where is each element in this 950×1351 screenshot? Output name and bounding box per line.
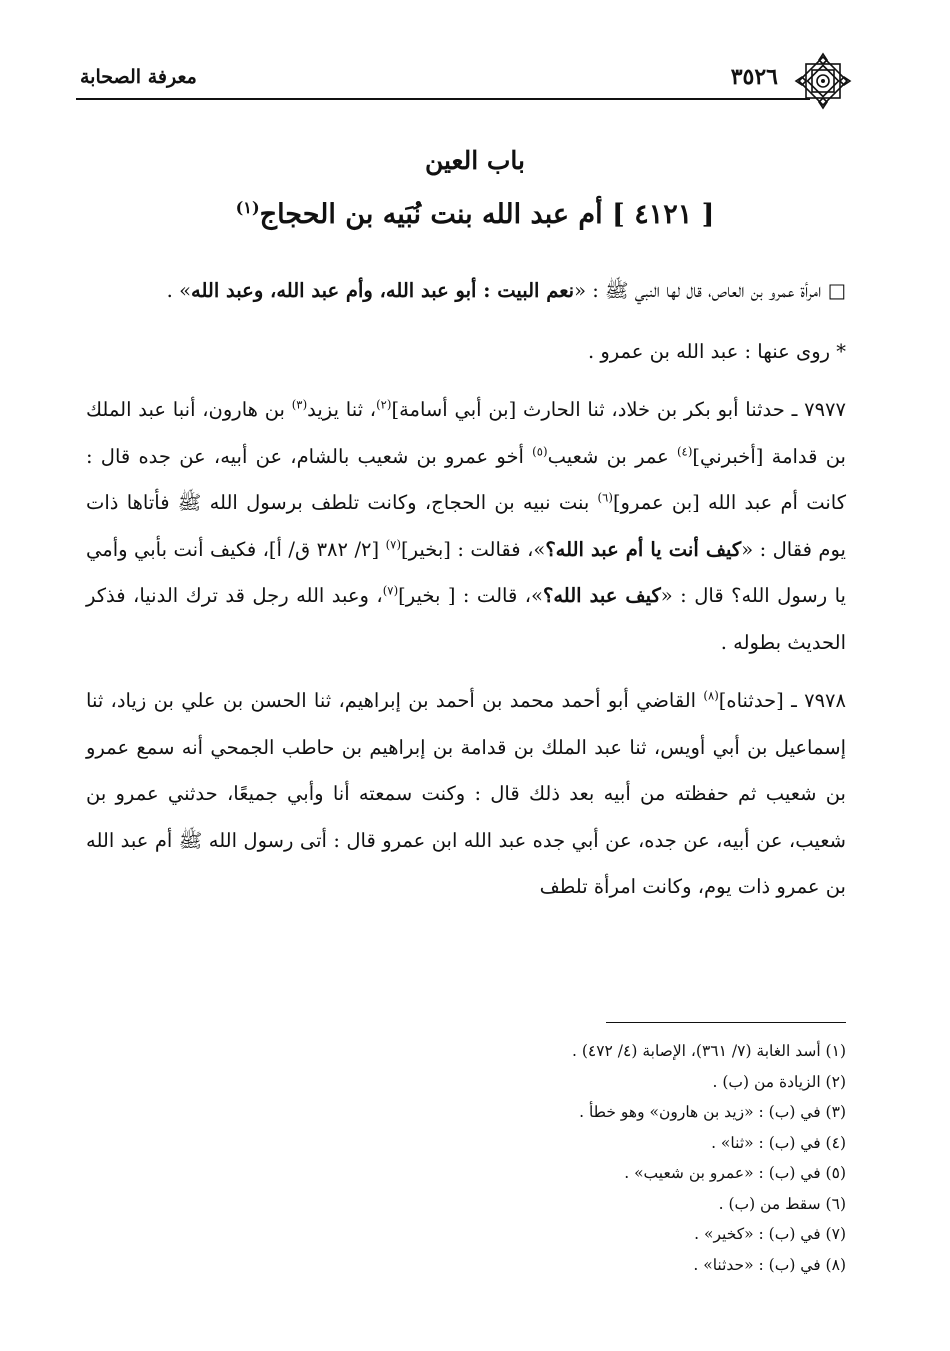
entry-title-text: [ ٤١٢١ ] أم عبد الله بنت نُبَيه بن الحجاج [259, 199, 715, 230]
footnote-ref: (٢) [376, 397, 392, 412]
footnote-item: (٦) سقط من (ب) . [718, 1194, 846, 1213]
prophet-quote: كيف عبد الله؟ [542, 584, 661, 607]
hadith-text: ، ثنا يزيد [307, 398, 377, 421]
octagram-ornament-icon [794, 52, 852, 110]
page-body [86, 268, 846, 923]
hadith-text: القاضي أبو أحمد محمد بن أحمد بن إبراهيم، ثنا الحسن بن علي بن زياد، ثنا إسماعيل بن أبي أويس، ثنا عبد الملك بن قدامة بن إبراهيم بن حاطب الجمحي أنه سمع عمرو بن شعيب ثم حفظته من أبيه بعد ذلك قال : وكنت سمعته أنا وأبي جميعًا، حدثني عمرو بن شعيب، عن أبيه، عن جده، عن أبي جده عبد الله ابن عمرو قال : أتى رسول الله ﷺ أم عبد الله بن عمرو ذات يوم، وكانت امرأة تلطف [86, 689, 846, 898]
hadith-text: ٧٩٧٨ ـ [حدثناه] [718, 689, 846, 712]
footnote-divider [606, 1022, 846, 1023]
footnote-ref: (٨) [703, 688, 719, 703]
hadith-text: »، قالت : [ بخير] [398, 584, 543, 607]
footnote-ref: (٤) [676, 444, 693, 458]
footnote-ref: (٣) [291, 397, 308, 412]
footnotes-list [246, 1036, 846, 1280]
page-number: ٣٥٢٦ [730, 64, 778, 90]
hadith-text: »، فقالت : [بخير] [401, 537, 546, 561]
hadith-text: عمر بن شعيب [547, 444, 677, 468]
hadith-text: بنت نبيه بن الحجاج، وكانت تلطف برسول الله ﷺ فأتاها ذات يوم فقال : « [86, 491, 846, 561]
running-title: معرفة الصحابة [80, 66, 197, 88]
hadith-text: بن هارون، أنبا عبد الملك بن قدامة [أخبرني] [86, 398, 846, 468]
footnote-item: (٨) في (ب) : «حدثنا» . [693, 1255, 846, 1274]
hadith-text: أخو عمرو بن شعيب بالشام، عن أبيه، عن جده قال : كانت أم عبد الله [بن عمرو] [86, 444, 847, 514]
intro-paragraph [86, 268, 846, 315]
footnote-item: (٣) في (ب) : «زيد بن هارون» وهو خطأ . [579, 1103, 846, 1121]
entry-title [0, 199, 950, 230]
footnote-ref: (١) [235, 198, 260, 217]
chapter-title: باب العين [424, 146, 525, 175]
prophet-quote: نعم البيت : أبو عبد الله، وأم عبد الله، وعبد الله [191, 279, 575, 302]
prophet-quote: كيف أنت يا أم عبد الله؟ [545, 537, 742, 561]
page-header [80, 58, 850, 100]
hadith-7977 [86, 387, 846, 666]
header-divider [76, 98, 810, 100]
footnote-ref: (٧) [382, 583, 399, 598]
footnote-item: (١) أسد الغابة (٧/ ٣٦١)، الإصابة (٤/ ٤٧٢) . [571, 1042, 846, 1060]
footnote-ref: (٧) [385, 537, 402, 551]
footnote-item: (٤) في (ب) : «ثنا» . [711, 1133, 846, 1152]
footnote-item: (٥) في (ب) : «عمرو بن شعيب» . [624, 1164, 846, 1182]
hadith-7978 [86, 678, 846, 911]
hadith-text: ٧٩٧٧ ـ حدثنا أبو بكر بن خلاد، ثنا الحارث [بن أبي أسامة] [391, 398, 846, 421]
footnote-item: (٧) في (ب) : «كخير» . [694, 1225, 846, 1243]
hadith-text: [٢/ ٣٨٢ ق/ أ]، فكيف أنت بأبي وأمي يا رسول الله؟ قال : « [86, 537, 846, 607]
intro-text: امرأة عمرو بن العاص، قال لها النبي ﷺ : « [574, 279, 822, 302]
footnote-item: (٢) الزيادة من (ب) . [712, 1072, 846, 1091]
footnote-ref: (٥) [532, 444, 548, 458]
hadith-text: ، وعبد الله رجل قد ترك الدنيا، فذكر الحديث بطوله . [86, 584, 846, 654]
square-marker-icon: □ [827, 279, 846, 302]
intro-text-end: » . [166, 279, 191, 302]
footnote-ref: (٦) [597, 490, 613, 505]
narrator-line: * روى عنها : عبد الله بن عمرو . [587, 339, 846, 363]
